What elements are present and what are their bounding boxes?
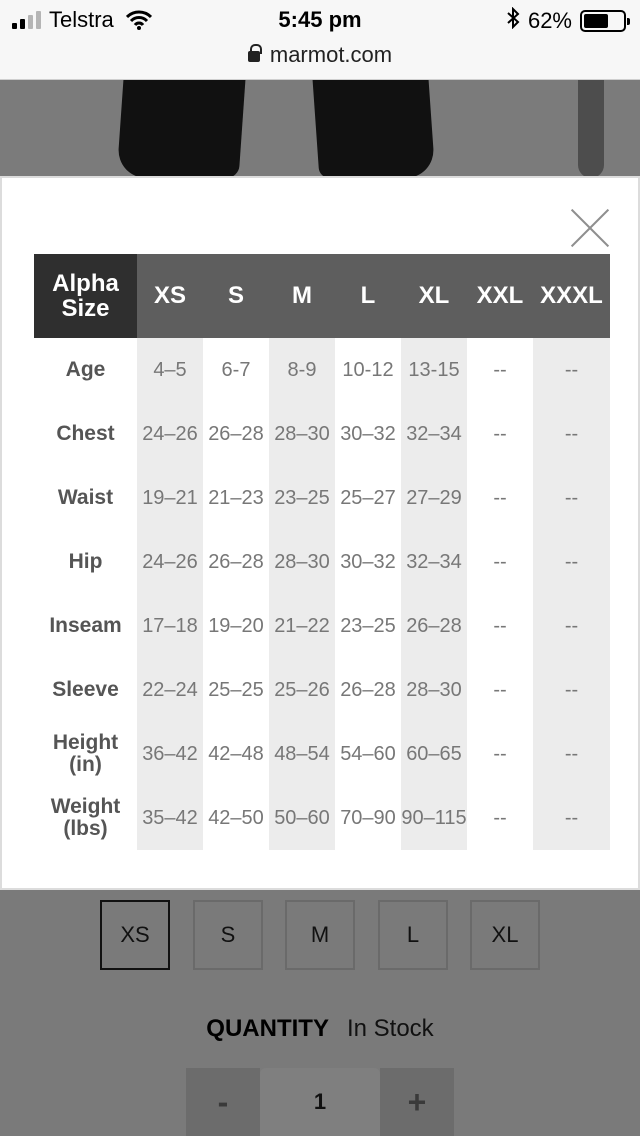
product-image [0, 80, 640, 178]
row-label: Chest [56, 422, 115, 445]
row-label: Weight (lbs) [50, 795, 121, 840]
table-row [34, 658, 610, 722]
status-bar [0, 0, 640, 40]
table-cell: 23–25 [340, 615, 396, 637]
table-cell: 6-7 [221, 359, 251, 381]
table-cell: 50–60 [269, 786, 335, 850]
size-option-xl[interactable]: XL [470, 900, 540, 970]
table-header-row [34, 254, 610, 338]
quantity-label: QUANTITY [206, 1015, 329, 1042]
table-cell: 26–28 [340, 679, 396, 701]
lock-icon [248, 51, 260, 62]
url-domain: marmot.com [269, 42, 393, 67]
table-cell: 10-12 [342, 359, 394, 381]
table-cell: -- [533, 466, 610, 530]
table-cell: 28–30 [269, 530, 335, 594]
table-cell: 4–5 [137, 338, 203, 402]
table-cell: -- [533, 338, 610, 402]
table-row [34, 594, 610, 658]
increment-button[interactable]: + [380, 1068, 454, 1136]
table-row [34, 402, 610, 466]
table-cell: 36–42 [137, 722, 203, 786]
table-cell: -- [493, 551, 507, 573]
table-cell: 26–28 [208, 551, 264, 573]
pant-leg-left [117, 80, 246, 178]
decrement-button[interactable]: - [186, 1068, 260, 1136]
close-icon[interactable] [570, 208, 610, 248]
table-cell: 30–32 [340, 423, 396, 445]
table-cell: 24–26 [137, 402, 203, 466]
table-cell: 28–30 [269, 402, 335, 466]
table-cell: -- [533, 530, 610, 594]
battery-percent: 62% [527, 8, 572, 33]
table-cell: 26–28 [208, 423, 264, 445]
table-row [34, 722, 610, 786]
table-cell: 70–90 [340, 807, 396, 829]
header-size-4: L [335, 254, 401, 338]
table-cell: -- [533, 594, 610, 658]
table-cell: 21–22 [269, 594, 335, 658]
table-cell: 25–27 [340, 487, 396, 509]
header-alpha-size: Alpha Size [34, 254, 137, 338]
row-label: Hip [68, 550, 103, 573]
table-cell: -- [493, 359, 507, 381]
table-cell: 8-9 [269, 338, 335, 402]
header-size-6: XXL [467, 254, 533, 338]
stock-status: In Stock [346, 1015, 434, 1042]
table-cell: 17–18 [137, 594, 203, 658]
table-cell: 42–50 [208, 807, 264, 829]
table-cell: 48–54 [269, 722, 335, 786]
quantity-input[interactable]: 1 [260, 1068, 380, 1136]
row-label: Waist [57, 486, 114, 509]
url-bar[interactable] [0, 40, 640, 80]
row-label: Height (in) [52, 731, 119, 776]
table-cell: 30–32 [340, 551, 396, 573]
table-cell: 32–34 [401, 530, 467, 594]
bluetooth-icon [506, 7, 520, 35]
table-cell: -- [493, 679, 507, 701]
header-size-5: XL [401, 254, 467, 338]
table-cell: -- [533, 402, 610, 466]
table-cell: 54–60 [340, 743, 396, 765]
table-cell: 42–48 [208, 743, 264, 765]
table-cell: -- [493, 807, 507, 829]
table-cell: 60–65 [401, 722, 467, 786]
table-cell: 21–23 [208, 487, 264, 509]
table-cell: 19–20 [208, 615, 264, 637]
pant-leg-partial [578, 80, 604, 178]
row-label: Age [65, 358, 106, 381]
table-cell: -- [533, 722, 610, 786]
table-cell: -- [493, 423, 507, 445]
header-size-2: S [203, 254, 269, 338]
size-option-xs[interactable]: XS [100, 900, 170, 970]
size-option-s[interactable]: S [193, 900, 263, 970]
size-chart-modal [0, 176, 640, 890]
table-cell: 19–21 [137, 466, 203, 530]
table-cell: -- [493, 487, 507, 509]
table-cell: 13-15 [401, 338, 467, 402]
row-label: Inseam [49, 614, 122, 637]
carrier-name: Telstra [49, 7, 114, 32]
table-cell: -- [493, 615, 507, 637]
status-right [506, 7, 626, 35]
table-cell: -- [533, 786, 610, 850]
battery-icon [580, 10, 626, 32]
table-cell: 25–25 [208, 679, 264, 701]
header-size-1: XS [137, 254, 203, 338]
size-option-m[interactable]: M [285, 900, 355, 970]
table-cell: 32–34 [401, 402, 467, 466]
table-cell: -- [493, 743, 507, 765]
table-cell: 90–115 [401, 786, 467, 850]
quantity-row [0, 1015, 640, 1043]
header-size-3: M [269, 254, 335, 338]
table-row [34, 338, 610, 402]
table-row [34, 530, 610, 594]
header-size-7: XXXL [533, 254, 610, 338]
table-row [34, 786, 610, 850]
table-cell: 24–26 [137, 530, 203, 594]
size-option-l[interactable]: L [378, 900, 448, 970]
table-cell: -- [533, 658, 610, 722]
table-row [34, 466, 610, 530]
quantity-stepper [186, 1068, 454, 1136]
table-cell: 35–42 [137, 786, 203, 850]
table-cell: 22–24 [137, 658, 203, 722]
size-chart-table [34, 254, 610, 850]
row-label: Sleeve [52, 678, 119, 701]
product-options [0, 890, 640, 1136]
pant-leg-right [313, 80, 436, 178]
table-cell: 26–28 [401, 594, 467, 658]
clock: 5:45 pm [278, 7, 362, 32]
table-cell: 23–25 [269, 466, 335, 530]
table-cell: 25–26 [269, 658, 335, 722]
table-cell: 27–29 [401, 466, 467, 530]
table-cell: 28–30 [401, 658, 467, 722]
